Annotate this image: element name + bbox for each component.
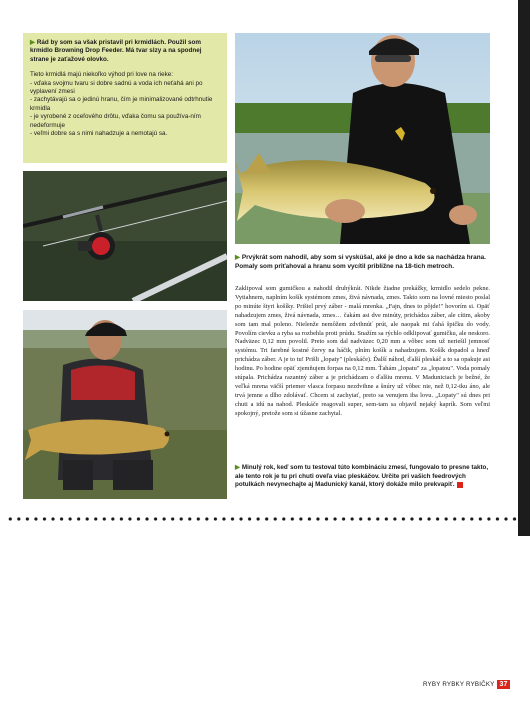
article-closing: ▶ Minulý rok, keď som tu testoval túto kombináciu zmesí, fungovalo to presne takto, ale tento rok je tu pri chuti oveľa viac pleskáčov. Určite pri vašich feedrových potulkách nevynechajte aj Madunický kanál, ktorý dokáže milo prekvapiť. (235, 464, 489, 489)
photo-kneeling-angler (23, 310, 227, 499)
sidebar-lead: ▶ Rád by som sa však pristavil pri krmidlách. Použil som krmidlo Browning Drop Feeder. Má tvar slzy a na spodnej strane je zaťažové olovko. (30, 39, 202, 63)
article-body: Zaklipoval som gumičkou a nahodil druhýkrát. Nikde žiadne prekážky, krmidlo sedelo pekne. Vytiahnem, naplním košík systémom zmes, živá návnada, zmes. Takto som na lovné miesto poslal po minúte štyri košíky. Prišiel prvý záber - malá mrenka. „Fajn, dnes to pôjde!" hovorím si. Opäť nahadzujem zmes, živá návnada, zmes… čakám asi dve minúty, prichádza záber, ale cítim, akoby som tam mal poleno. Nielenže nemôžem zdvihnúť prút, ale naopak mi ťahá špičku do vody. Povolím cievku a ryba sa rozbehla proti prúdu. Snažím sa rýchlo odklipovať gumičku, ale neskoro. Nadväzec 0,12 mm povolil. Preto som dal nadväzec 0,20 mm a vôbec som už neriešil jemnosť systému. Tri farebné kostné červy na háčik, plním košík a nahadzujem. Košík dopadol a hneď prichádza záber. A je to tu! Prišli „lopaty" (pleskáče). Ďalší náhod, ďalší pleskáč a to sa opakuje asi hodinu. Po hodine opäť zjemňujem forpas na 0,12 mm. Ťahám „lopatu" za „lopatou". Voda pomaly stúpala. Prichádza razantný záber a je prichádzam o ďalšiu mrenu. V Maduniciach je bežné, že veľká mrena väčší priemer vlasca forpasu nezdvihne a šnúry už vôbec nie, než 0,12-tku áno, ale trvá jemne a dlho zdolávať. Chcem si zachytať, preto sa venujem iba lovu. „Lopaty" sú dnes pri chuti a idú na nahod. Pleskáče reagovali super, sem-tam sa objavil nejaký kaprík. Som veľmi spokojný, pretože som si úžasne zachytal. (235, 285, 490, 417)
page-number: 37 (499, 681, 508, 688)
bullet-arrow-icon: ▶ (235, 464, 240, 471)
sidebar-bullet: - zachytávajú sa o jedinú hranu, čím je minimalizované odtrhnutie krmidla (30, 96, 213, 112)
page-edge-tab (518, 0, 530, 536)
sidebar-bullet: - je vyrobené z oceľového drôtu, vďaka čomu sa používa-ním nedeformuje (30, 113, 201, 129)
photo-angler-with-carp (235, 33, 490, 244)
photo-caption: ▶ Prvýkrát som nahodil, aby som si vyskúšal, aké je dno a kde sa nachádza hrana. Pomaly som priťahoval a hranu som vycítil približne na 18-tich metroch. (235, 254, 486, 270)
bullet-arrow-icon: ▶ (235, 254, 240, 261)
magazine-name: RYBY RYBKY RYBIČKY (423, 681, 495, 688)
bullet-arrow-icon: ▶ (30, 39, 35, 46)
sidebar-bullet: - vďaka svojmu tvaru si dobre sadnú a voda ich neťahá ani po vyplavení zmesi (30, 79, 203, 96)
photo-rod-and-reel (23, 171, 227, 301)
sidebar-para: Tieto krmidlá majú niekoľko výhod pri love na rieke: (30, 71, 173, 79)
sidebar-info-box (23, 33, 227, 163)
page-footer (423, 680, 510, 689)
sidebar-bullet: - veľmi dobre sa s nimi nahadzuje a nemotajú sa. (30, 130, 168, 138)
end-square-icon (457, 482, 463, 488)
dotted-divider (6, 516, 518, 522)
